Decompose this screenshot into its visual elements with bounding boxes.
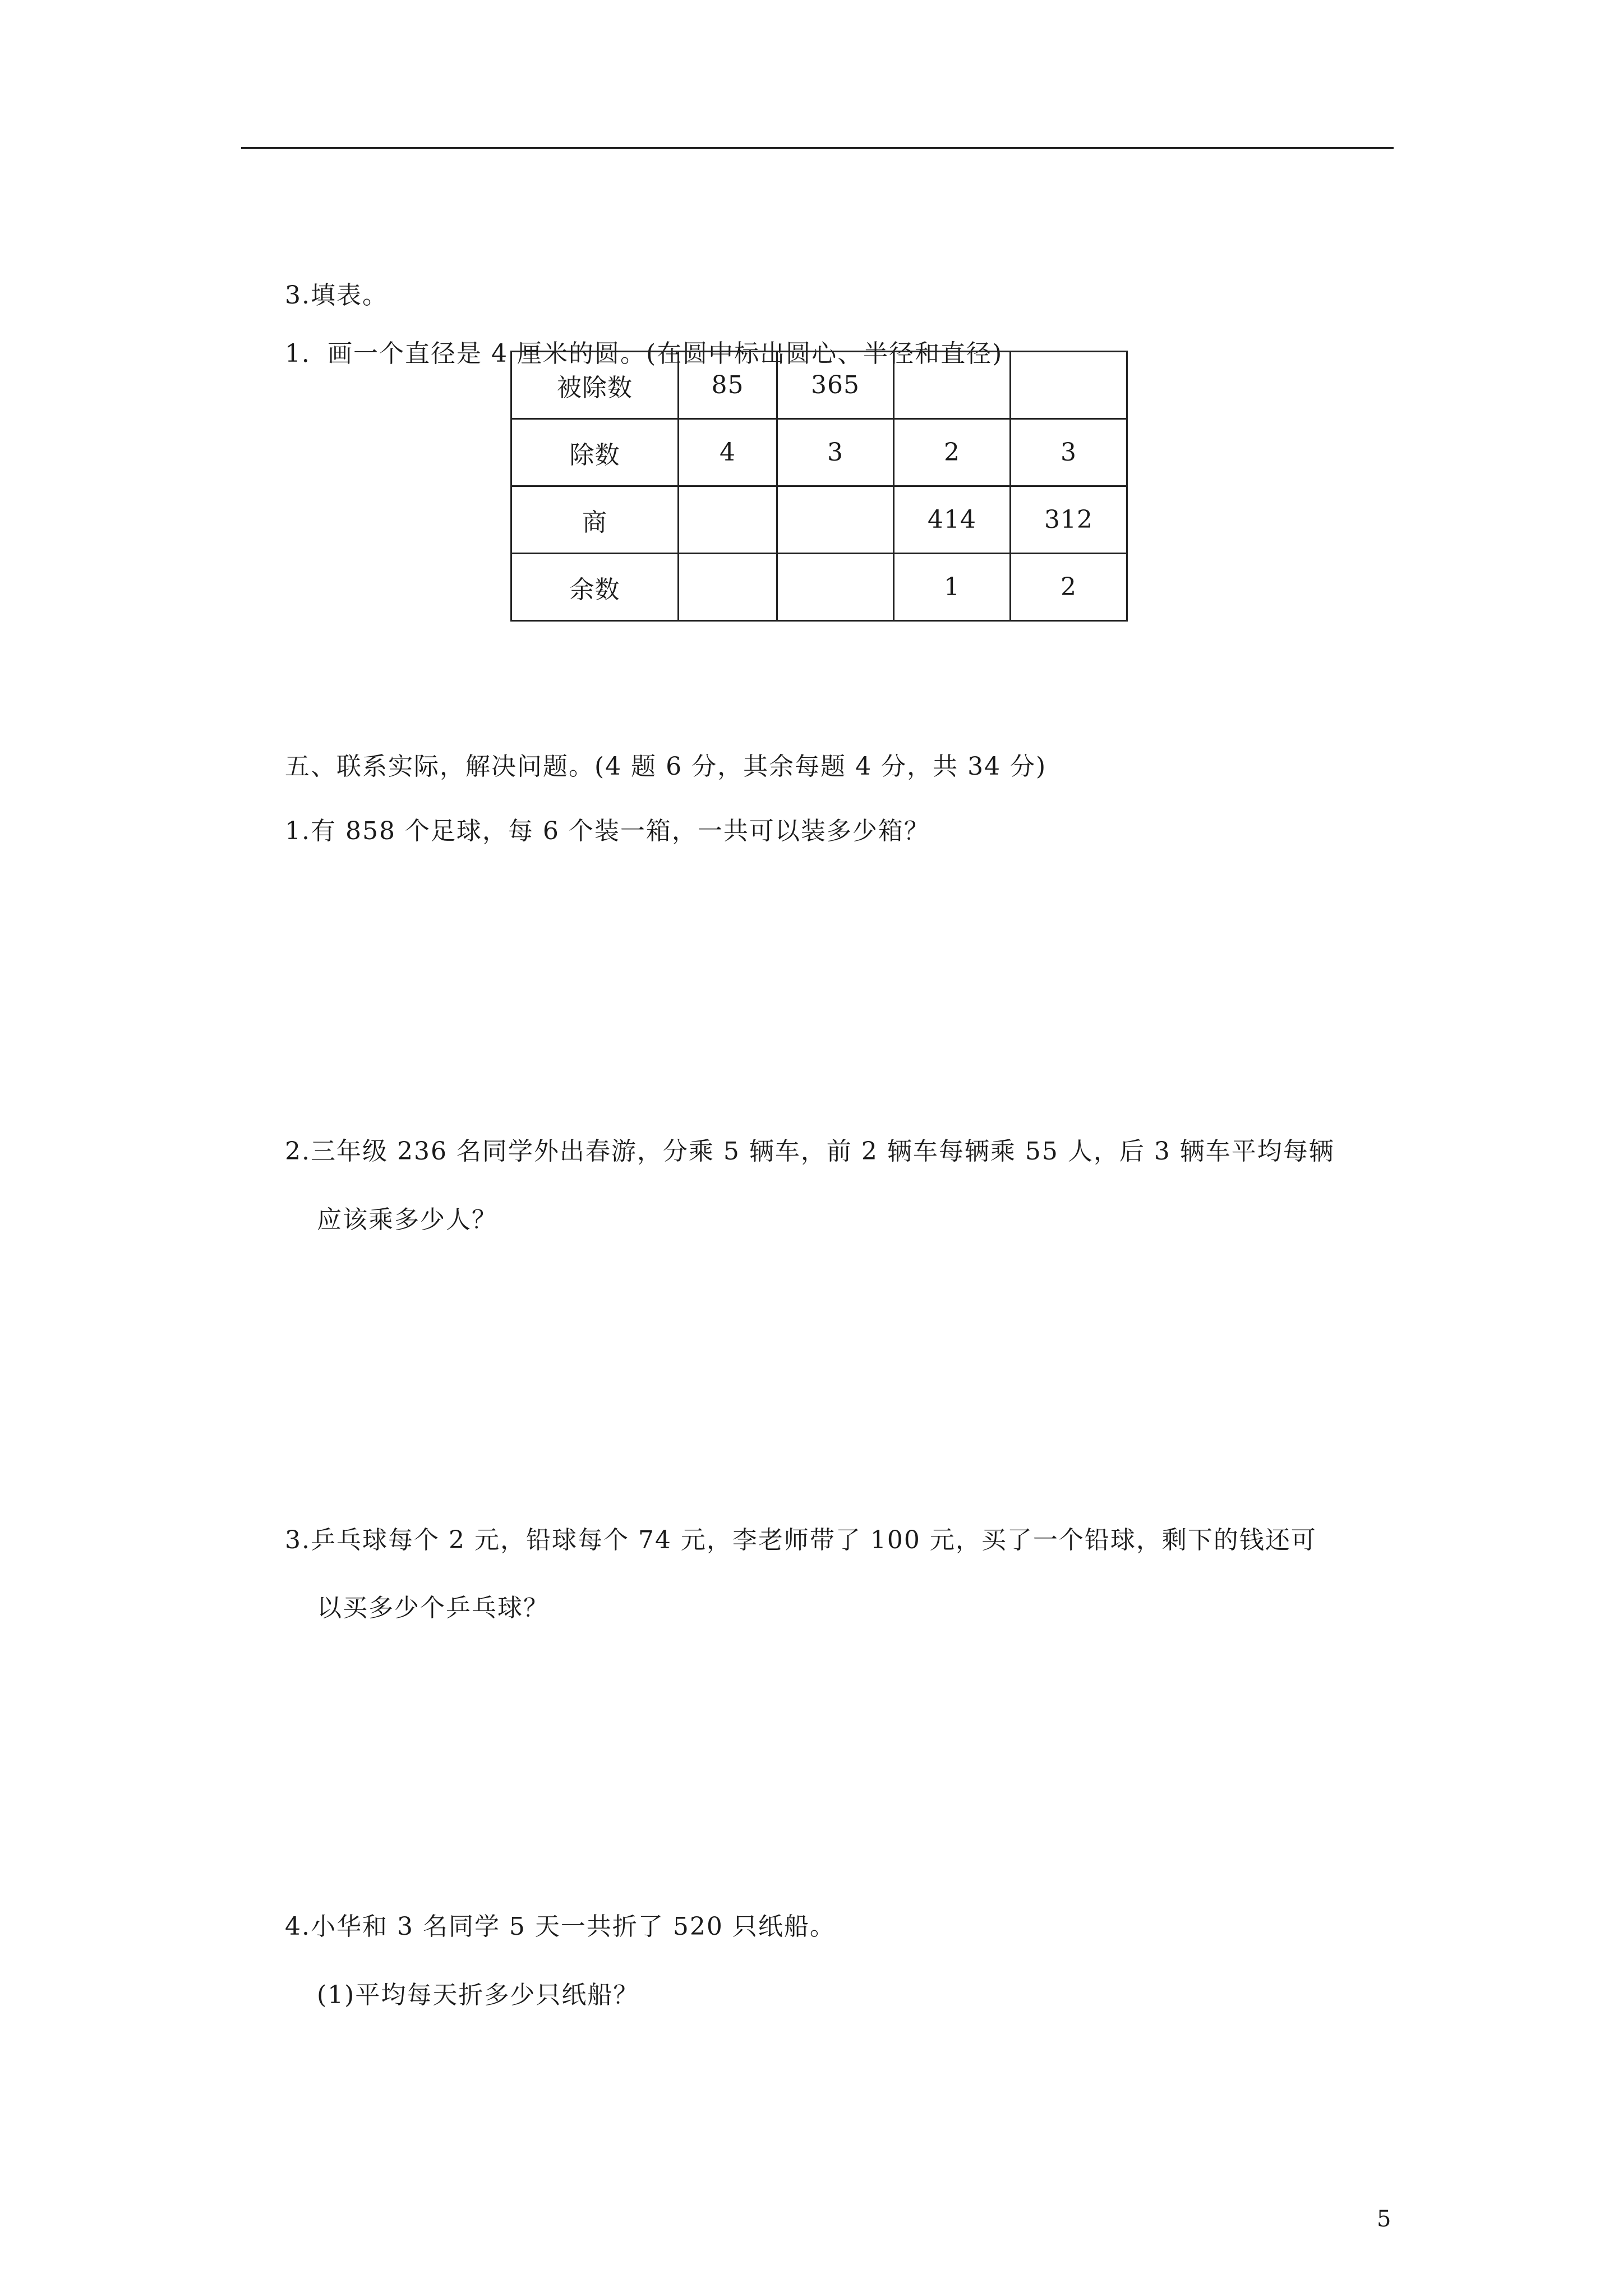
header-rule [241, 147, 1394, 149]
row-label: 除数 [511, 419, 679, 486]
fill-table-item: 3.填表。 [285, 281, 388, 310]
table-cell: 3 [777, 419, 894, 486]
table-cell: 312 [1011, 486, 1127, 554]
table-cell: 3 [1011, 419, 1127, 486]
table-cell: 2 [894, 419, 1011, 486]
table-row [511, 352, 1127, 419]
row-label: 余数 [511, 554, 679, 621]
question-4-subquestion-1: (1)平均每天折多少只纸船？ [317, 1981, 639, 2009]
table-cell: 365 [777, 352, 894, 419]
table-cell [679, 486, 777, 554]
table-row [511, 554, 1127, 621]
section-5-heading: 五、联系实际，解决问题。(4 题 6 分，其余每题 4 分，共 34 分) [285, 752, 1047, 781]
table-cell [777, 486, 894, 554]
division-table [510, 351, 1128, 622]
question-3-line-2: 以买多少个乒乓球？ [317, 1594, 549, 1622]
question-3-line-1: 3.乒乓球每个 2 元，铅球每个 74 元，李老师带了 100 元，买了一个铅球，剩下的钱还可 [285, 1526, 1317, 1554]
table-cell: 1 [894, 554, 1011, 621]
question-2-line-2: 应该乘多少人？ [317, 1205, 497, 1234]
table-cell: 414 [894, 486, 1011, 554]
table-cell [1011, 352, 1127, 419]
row-label: 被除数 [511, 352, 679, 419]
question-4-line-1: 4.小华和 3 名同学 5 天一共折了 520 只纸船。 [285, 1912, 836, 1941]
table-cell [679, 554, 777, 621]
table-row [511, 419, 1127, 486]
row-label: 商 [511, 486, 679, 554]
question-2-line-1: 2.三年级 236 名同学外出春游，分乘 5 辆车，前 2 辆车每辆乘 55 人，后 3 辆车平均每辆 [285, 1137, 1335, 1166]
page-number: 5 [1377, 2206, 1391, 2232]
table-cell: 2 [1011, 554, 1127, 621]
table-cell: 85 [679, 352, 777, 419]
table-cell [777, 554, 894, 621]
draw-circle-item: 1．画一个直径是 4 厘米的圆。(在圆中标出圆心、半径和直径) [285, 339, 1003, 368]
question-1: 1.有 858 个足球，每 6 个装一箱，一共可以装多少箱？ [285, 817, 930, 845]
table-row [511, 486, 1127, 554]
table-cell [894, 352, 1011, 419]
table-cell: 4 [679, 419, 777, 486]
